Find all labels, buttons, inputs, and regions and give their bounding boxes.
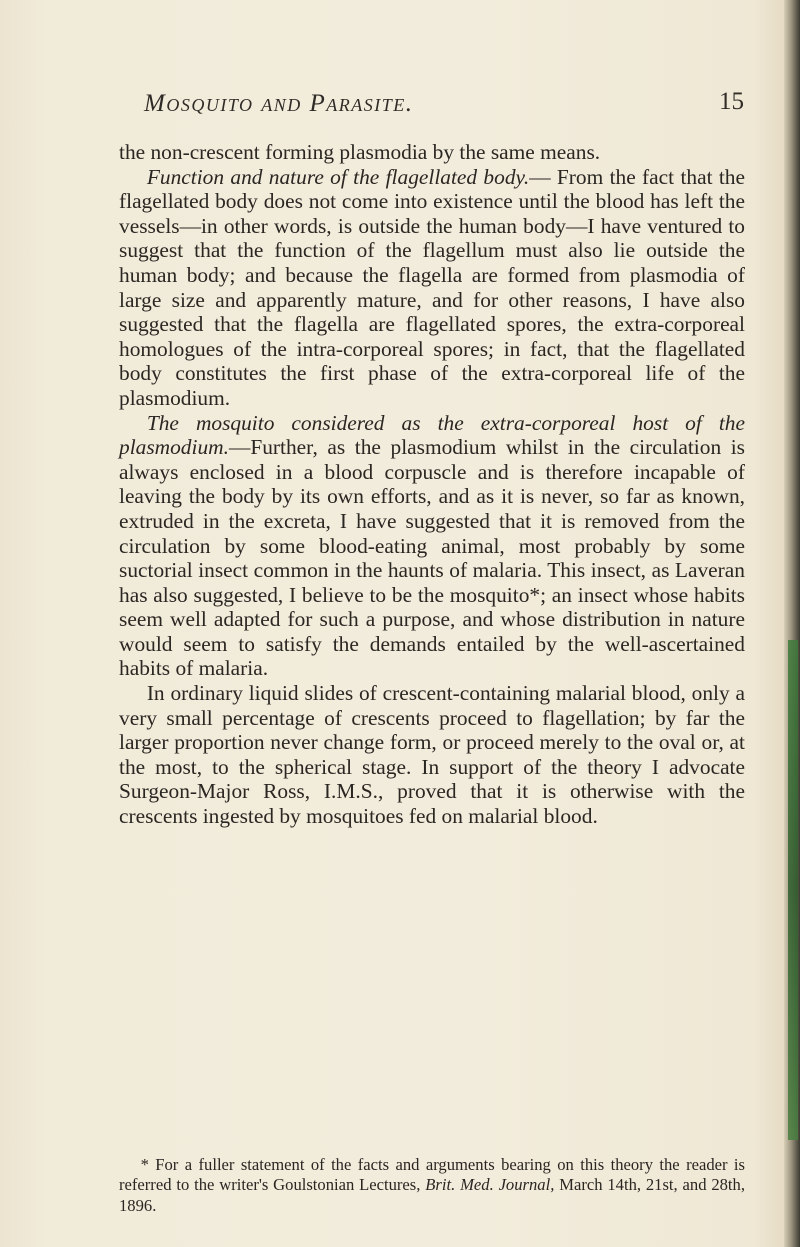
footnote-text-before: * For a fuller statement of the facts and arguments bearing on this theory the reader is referred to the writer's Goulstonian Lectures, [119, 1155, 745, 1195]
paragraph-text: — From the fact that the flagellated body does not come into existence until the blood has left the vessels—in other words, is outside the human body—I have ventured to suggest that the function of the flagellum must also lie outside the human body; and because the flagella are formed from plasmodia of large size and apparently mature, and for other reasons, I have also suggested that the flagella are flagellated spores, the extra-corporeal homologues of the intra-corporeal spores; in fact, that the flagellated body constitutes the first phase of the extra-corporeal life of the plasmodium. [119, 164, 745, 410]
page-number: 15 [719, 88, 744, 115]
paragraph-text: In ordinary liquid slides of crescent-containing malarial blood, only a very small percentage of crescents proceed to flagellation; by far the larger proportion never change form, or proceed merely to the oval or, at the most, to the spherical stage. In support of the theory I advocate Surgeon-Major Ross, I.M.S., proved that it is otherwise with the crescents ingested by mosquitoes fed on malarial blood. [119, 681, 745, 829]
paragraph-flagellated-body [119, 165, 745, 411]
footnote-journal: Brit. Med. Journal, [425, 1175, 555, 1195]
paragraph-text: —Further, as the plasmodium whilst in the circulation is always enclosed in a blood corpuscle and is therefore incapable of leaving the body by its own efforts, and as it is never, so far as known, extruded in the excreta, I have suggested that it is removed from the circulation by some blood-eating animal, most probably by some suctorial insect common in the haunts of malaria. This insect, as Laveran has also suggested, I believe to be the mosquito*; an insect whose habits seem well adapted for such a purpose, and whose distribution in nature would seem to satisfy the demands entailed by the well-ascertained habits of malaria. [119, 435, 745, 681]
book-edge [784, 0, 800, 1247]
body-text [119, 140, 745, 829]
footnote-text [119, 1155, 745, 1216]
paragraph-liquid-slides [119, 681, 745, 829]
paragraph-continuation [119, 140, 745, 165]
footnote-text-after: March 14th, 21st, and 28th, 1896. [119, 1175, 745, 1215]
page-header [144, 90, 744, 130]
running-title: Mosquito and Parasite. [144, 90, 414, 117]
section-heading-mosquito-host: The mosquito considered as the extra-corporeal host of the plasmodium. [119, 410, 745, 460]
footnote [119, 1155, 745, 1216]
paragraph-mosquito-host [119, 411, 745, 682]
section-heading-flagellated-body: Function and nature of the flagellated body. [146, 164, 530, 189]
paragraph-text: the non-crescent forming plasmodia by the same means. [119, 140, 601, 164]
book-edge-strip [788, 640, 798, 1140]
